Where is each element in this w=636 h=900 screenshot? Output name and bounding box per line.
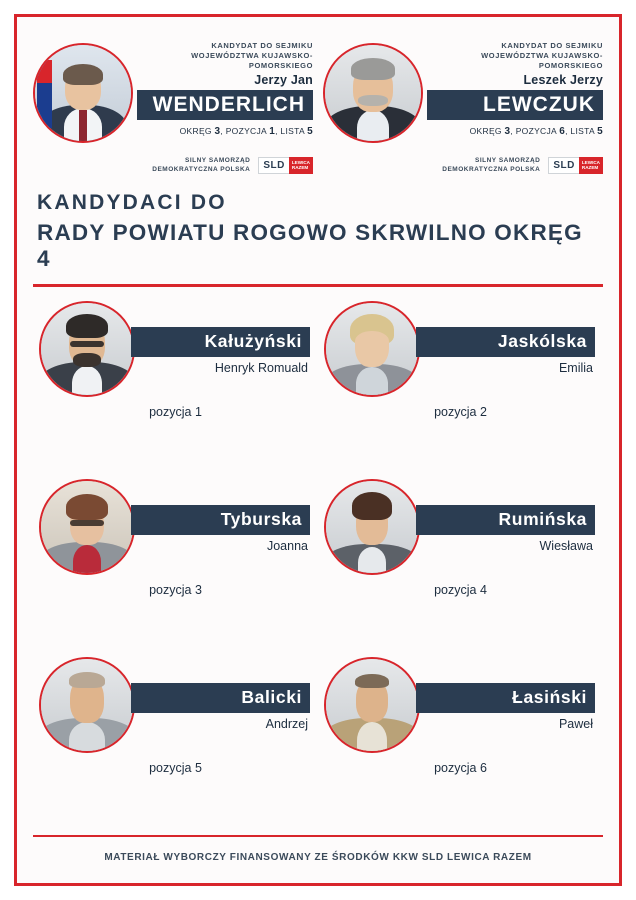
candidate-text-block bbox=[137, 41, 313, 137]
candidate-position: pozycja 1 bbox=[149, 405, 202, 419]
kicker-line-2: WOJEWÓDZTWA KUJAWSKO-POMORSKIEGO bbox=[191, 51, 313, 71]
candidate-entry bbox=[33, 301, 318, 479]
pozycja-label: POZYCJA bbox=[515, 126, 557, 137]
candidate-surname: Łasiński bbox=[416, 683, 595, 713]
candidate-surname: WENDERLICH bbox=[137, 90, 313, 120]
pozycja-value: 6 bbox=[559, 126, 566, 138]
headline-divider bbox=[33, 284, 603, 287]
candidate-given-name: Joanna bbox=[266, 539, 308, 553]
footer-divider bbox=[33, 835, 603, 837]
candidate-photo bbox=[324, 301, 420, 397]
candidate-given-name: Paweł bbox=[558, 717, 593, 731]
okreg-value: 3 bbox=[214, 126, 221, 138]
sld-logo-sub-line-1: LEWICA bbox=[581, 159, 600, 165]
kicker-line-1: KANDYDAT DO SEJMIKU bbox=[211, 41, 313, 50]
headline-line-2: RADY POWIATU ROGOWO SKRWILNO OKRĘG 4 bbox=[37, 220, 583, 271]
candidate-position-info: OKRĘG 3, POZYCJA 6, LISTA 5 bbox=[469, 126, 603, 138]
sejmik-candidate-card bbox=[33, 35, 313, 175]
portrait-illustration bbox=[326, 481, 418, 573]
candidate-position: pozycja 4 bbox=[434, 583, 487, 597]
kicker-line-1: KANDYDAT DO SEJMIKU bbox=[501, 41, 603, 50]
party-slogan bbox=[152, 156, 250, 176]
poster-frame bbox=[14, 14, 622, 886]
candidate-given-name: Andrzej bbox=[265, 717, 308, 731]
candidate-photo bbox=[324, 657, 420, 753]
lista-label: LISTA bbox=[280, 126, 305, 137]
sld-logo bbox=[548, 157, 603, 174]
sld-logo-sub-line-2: RAZEM bbox=[291, 165, 309, 171]
portrait-illustration bbox=[41, 481, 133, 573]
candidate-surname: Kałużyński bbox=[131, 327, 310, 357]
candidate-firstname: Jerzy Jan bbox=[254, 73, 313, 88]
sld-logo-sub bbox=[289, 157, 313, 174]
candidate-entry bbox=[318, 479, 603, 657]
slogan-line-2: DEMOKRATYCZNA POLSKA bbox=[442, 166, 541, 174]
candidate-given-name: Wiesława bbox=[539, 539, 593, 553]
candidate-surname: Rumińska bbox=[416, 505, 595, 535]
party-slogan bbox=[442, 156, 540, 176]
sld-logo-main: SLD bbox=[548, 157, 579, 174]
candidate-photo bbox=[39, 657, 135, 753]
candidate-given-name: Emilia bbox=[558, 361, 593, 375]
sld-logo bbox=[258, 157, 313, 174]
sld-logo-sub-line-2: RAZEM bbox=[581, 165, 599, 171]
candidate-portrait bbox=[33, 43, 133, 143]
portrait-illustration bbox=[35, 45, 131, 141]
footer-disclaimer: MATERIAŁ WYBORCZY FINANSOWANY ZE ŚRODKÓW KKW SLD LEWICA RAZEM bbox=[104, 852, 532, 863]
sld-logo-sub-line-1: LEWICA bbox=[291, 159, 310, 165]
party-slogan-row bbox=[442, 156, 603, 176]
candidate-entry bbox=[33, 657, 318, 835]
okreg-label: OKRĘG bbox=[469, 126, 502, 137]
candidate-surname: Jaskólska bbox=[416, 327, 595, 357]
party-slogan-row bbox=[152, 156, 313, 176]
candidate-surname: Tyburska bbox=[131, 505, 310, 535]
headline-line-1: KANDYDACI DO bbox=[37, 191, 227, 214]
candidate-position: pozycja 2 bbox=[434, 405, 487, 419]
pozycja-value: 1 bbox=[269, 126, 276, 138]
candidate-photo bbox=[324, 479, 420, 575]
candidate-position-info: OKRĘG 3, POZYCJA 1, LISTA 5 bbox=[179, 126, 313, 138]
candidate-position: pozycja 5 bbox=[149, 761, 202, 775]
slogan-line-1: SILNY SAMORZĄD bbox=[184, 156, 251, 164]
candidate-entry bbox=[318, 301, 603, 479]
candidate-firstname: Leszek Jerzy bbox=[523, 73, 603, 88]
sld-logo-main: SLD bbox=[258, 157, 289, 174]
candidate-photo bbox=[39, 301, 135, 397]
candidate-portrait bbox=[323, 43, 423, 143]
poster-content bbox=[17, 17, 619, 883]
pozycja-label: POZYCJA bbox=[225, 126, 267, 137]
candidate-given-name: Henryk Romuald bbox=[214, 361, 308, 375]
candidate-surname: Balicki bbox=[131, 683, 310, 713]
kicker-line-2: WOJEWÓDZTWA KUJAWSKO-POMORSKIEGO bbox=[481, 51, 603, 71]
sejmik-candidates-row bbox=[33, 27, 603, 175]
lista-label: LISTA bbox=[570, 126, 595, 137]
okreg-value: 3 bbox=[504, 126, 511, 138]
lista-value: 5 bbox=[597, 126, 603, 138]
portrait-illustration bbox=[41, 659, 133, 751]
candidate-entry bbox=[33, 479, 318, 657]
lista-value: 5 bbox=[307, 126, 313, 138]
sejmik-candidate-card bbox=[323, 35, 603, 175]
poster-headline bbox=[33, 191, 603, 272]
portrait-illustration bbox=[325, 45, 421, 141]
slogan-line-1: SILNY SAMORZĄD bbox=[474, 156, 541, 164]
portrait-illustration bbox=[41, 303, 133, 395]
okreg-label: OKRĘG bbox=[179, 126, 212, 137]
candidate-text-block bbox=[427, 41, 603, 137]
portrait-illustration bbox=[326, 303, 418, 395]
candidate-photo bbox=[39, 479, 135, 575]
candidate-entry bbox=[318, 657, 603, 835]
portrait-illustration bbox=[326, 659, 418, 751]
slogan-line-2: DEMOKRATYCZNA POLSKA bbox=[152, 166, 251, 174]
candidate-position: pozycja 6 bbox=[434, 761, 487, 775]
candidate-grid bbox=[33, 301, 603, 835]
candidate-kicker bbox=[137, 41, 313, 71]
sld-logo-sub bbox=[579, 157, 603, 174]
candidate-kicker bbox=[427, 41, 603, 71]
candidate-position: pozycja 3 bbox=[149, 583, 202, 597]
candidate-surname: LEWCZUK bbox=[427, 90, 603, 120]
